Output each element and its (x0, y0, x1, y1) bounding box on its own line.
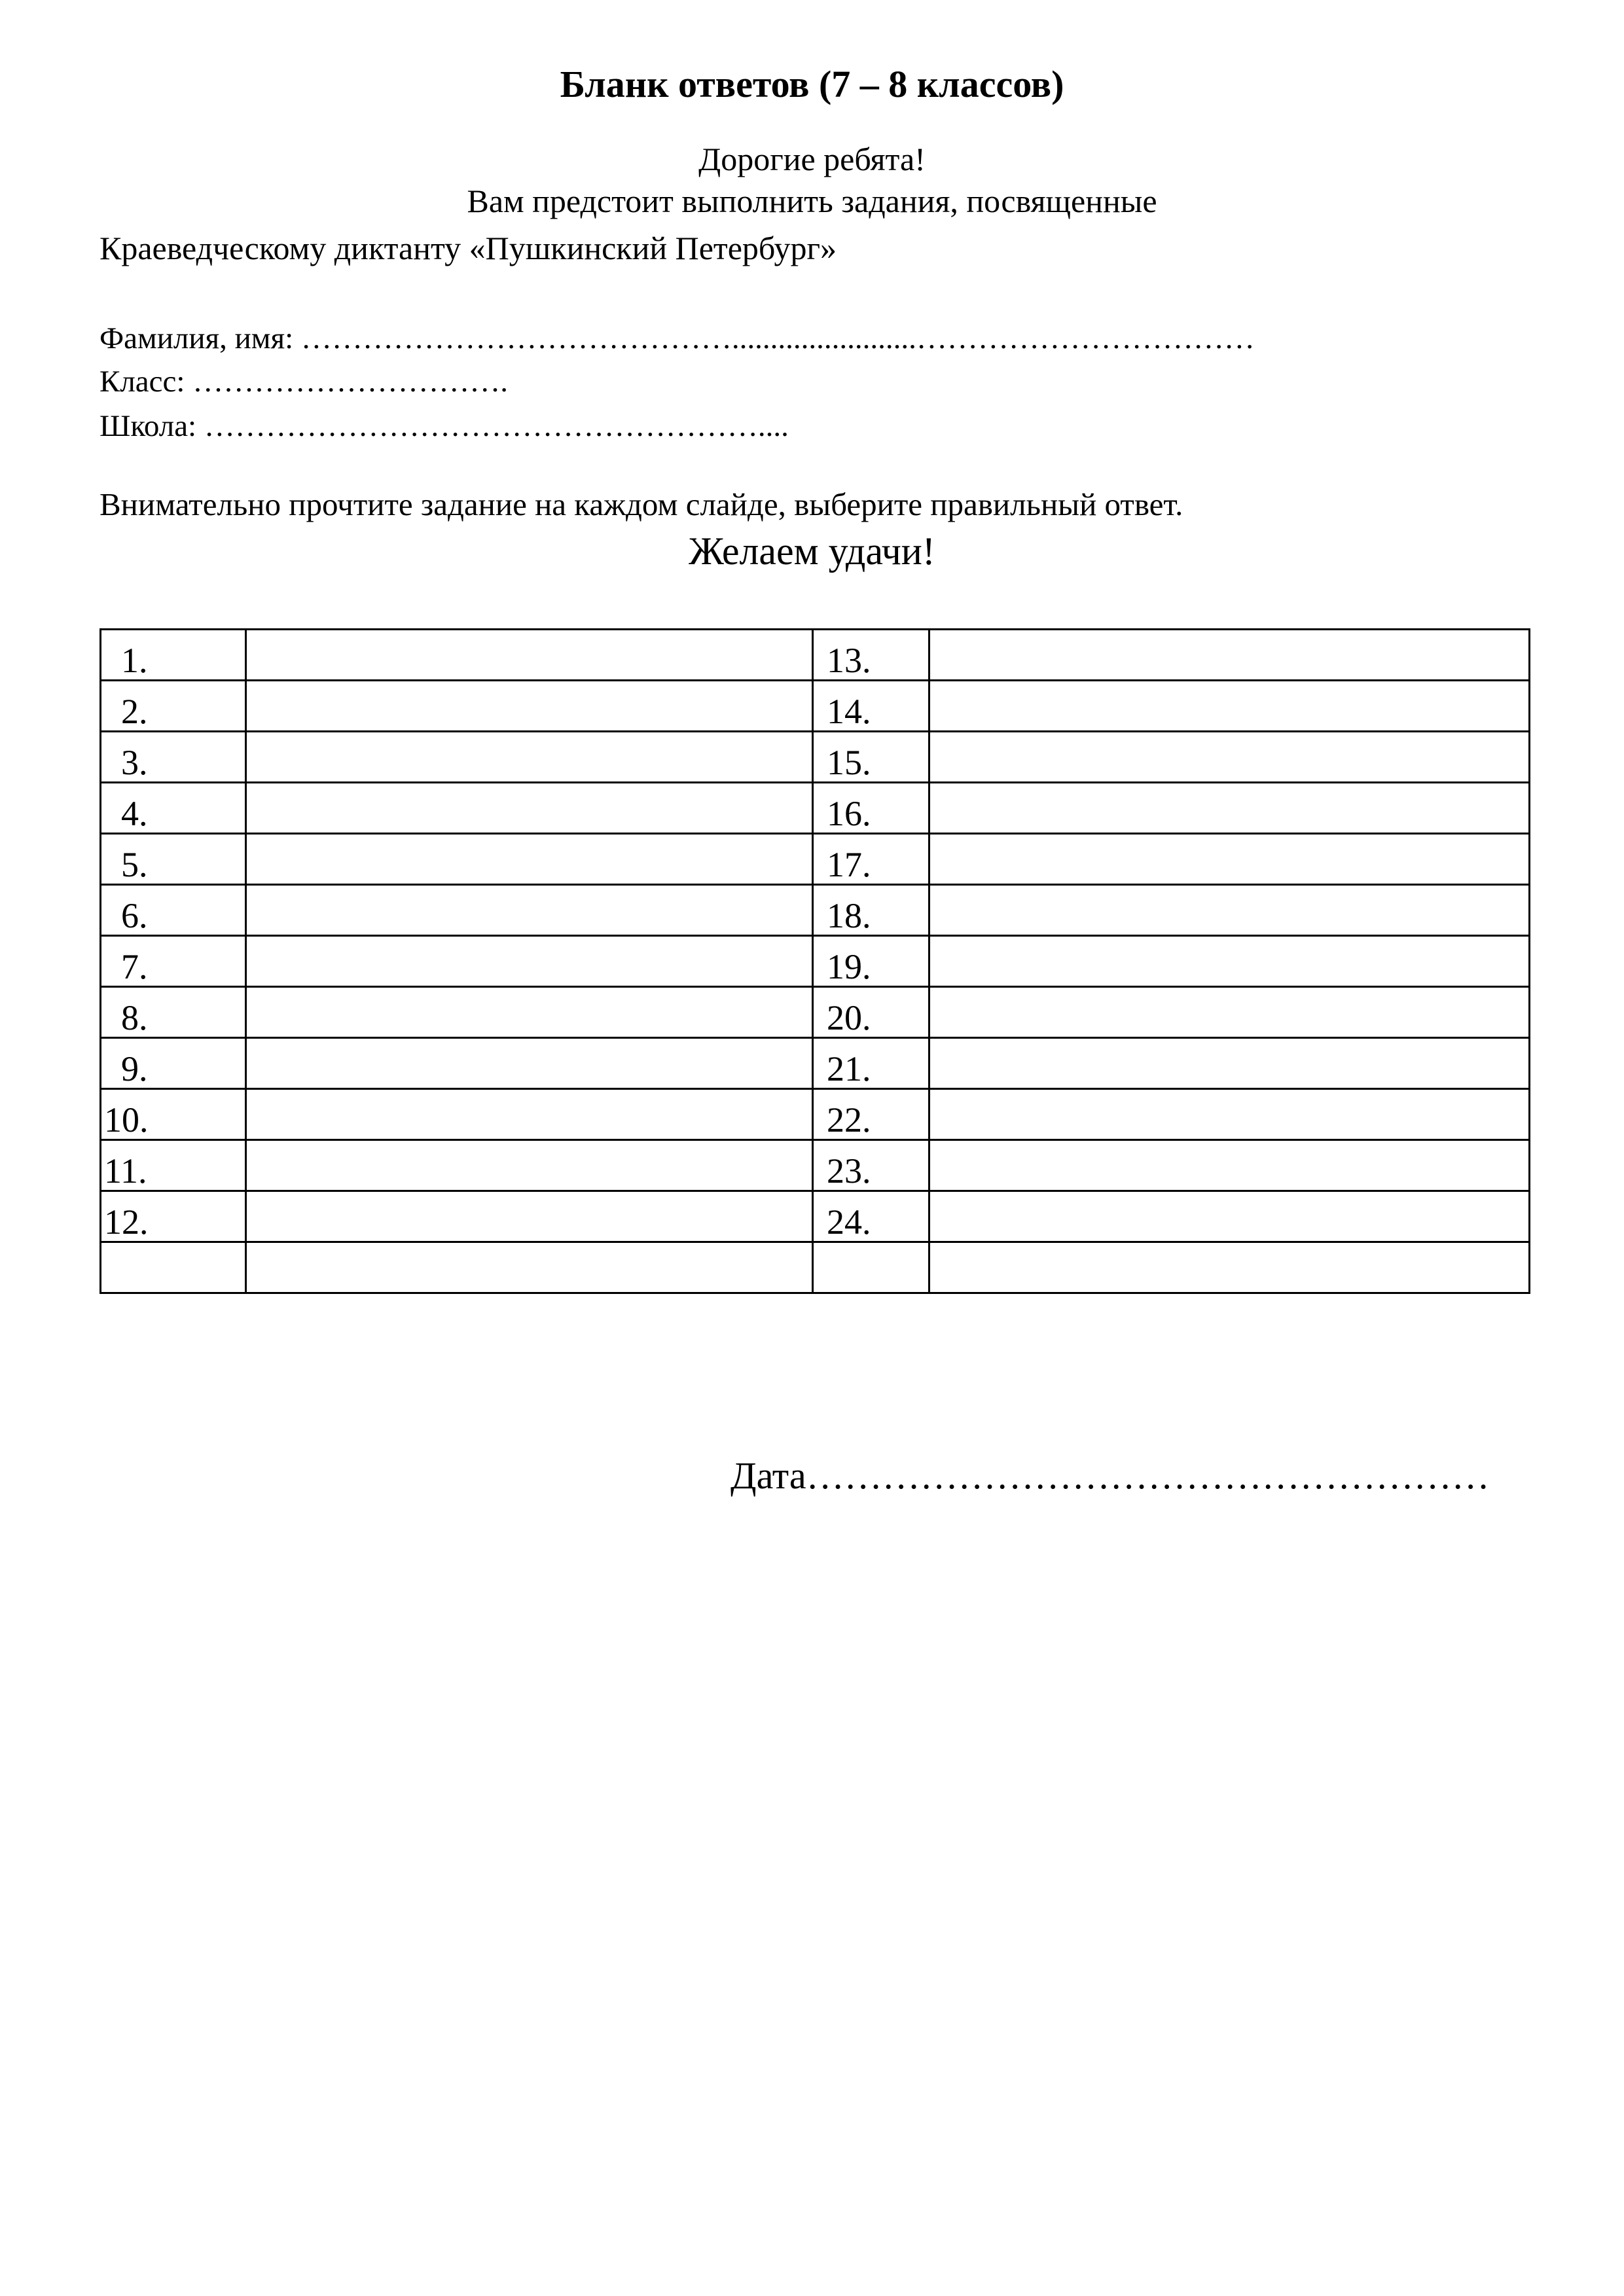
question-number: 17. (813, 834, 929, 885)
answer-cell[interactable] (929, 936, 1530, 987)
answer-cell[interactable] (929, 1140, 1530, 1191)
answer-cell[interactable] (929, 681, 1530, 732)
school-field[interactable]: Школа: ……………………………………………….... (99, 409, 789, 443)
question-number: 14. (813, 681, 929, 732)
greeting: Дорогие ребята! (698, 141, 926, 177)
answer-cell[interactable] (246, 1242, 813, 1293)
question-number: 13. (813, 630, 929, 681)
intro-line-2: Краеведческому диктанту «Пушкинский Петербург» (99, 230, 837, 266)
intro-line-1: Вам предстоит выполнить задания, посвященные (467, 183, 1157, 219)
question-number: 5. (101, 834, 246, 885)
answer-cell[interactable] (929, 630, 1530, 681)
question-number: 1. (101, 630, 246, 681)
answer-cell[interactable] (246, 681, 813, 732)
table-row (101, 681, 1530, 732)
table-row (101, 732, 1530, 783)
question-number: 7. (101, 936, 246, 987)
question-number: 20. (813, 987, 929, 1038)
answer-cell[interactable] (929, 783, 1530, 834)
table-row (101, 1191, 1530, 1242)
date-field[interactable]: Дата……………………………………………… (731, 1454, 1490, 1497)
table-row (101, 783, 1530, 834)
answer-cell[interactable] (246, 783, 813, 834)
question-number: 23. (813, 1140, 929, 1191)
answer-cell[interactable] (929, 1191, 1530, 1242)
table-row (101, 987, 1530, 1038)
question-number (101, 1242, 246, 1293)
table-row (101, 1140, 1530, 1191)
answer-cell[interactable] (246, 1038, 813, 1089)
table-row (101, 885, 1530, 936)
answer-cell[interactable] (246, 987, 813, 1038)
good-luck-text: Желаем удачи! (689, 529, 935, 573)
answer-cell[interactable] (246, 1191, 813, 1242)
answer-cell[interactable] (929, 885, 1530, 936)
question-number: 3. (101, 732, 246, 783)
answer-cell[interactable] (246, 885, 813, 936)
question-number: 8. (101, 987, 246, 1038)
question-number (813, 1242, 929, 1293)
table-row (101, 936, 1530, 987)
table-row (101, 1038, 1530, 1089)
table-row (101, 834, 1530, 885)
table-row (101, 1242, 1530, 1293)
instruction-text: Внимательно прочтите задание на каждом слайде, выберите правильный ответ. (99, 486, 1183, 522)
answer-cell[interactable] (246, 732, 813, 783)
table-row (101, 630, 1530, 681)
answer-cell[interactable] (929, 987, 1530, 1038)
question-number: 16. (813, 783, 929, 834)
form-title: Бланк ответов (7 – 8 классов) (560, 63, 1064, 105)
answer-cell[interactable] (246, 1140, 813, 1191)
class-field[interactable]: Класс: …………………………. (99, 365, 508, 399)
question-number: 24. (813, 1191, 929, 1242)
question-number: 2. (101, 681, 246, 732)
question-number: 12. (101, 1191, 246, 1242)
answer-cell[interactable] (929, 732, 1530, 783)
answer-cell[interactable] (246, 936, 813, 987)
table-row (101, 1089, 1530, 1140)
answer-cell[interactable] (246, 630, 813, 681)
answer-cell[interactable] (929, 1089, 1530, 1140)
question-number: 15. (813, 732, 929, 783)
answer-cell[interactable] (929, 1242, 1530, 1293)
question-number: 9. (101, 1038, 246, 1089)
question-number: 10. (101, 1089, 246, 1140)
question-number: 11. (101, 1140, 246, 1191)
answer-cell[interactable] (929, 834, 1530, 885)
answer-cell[interactable] (929, 1038, 1530, 1089)
answer-table (99, 628, 1530, 1294)
question-number: 18. (813, 885, 929, 936)
answer-cell[interactable] (246, 1089, 813, 1140)
question-number: 19. (813, 936, 929, 987)
name-field[interactable]: Фамилия, имя: ……………………………………........................…………………………… (99, 321, 1255, 355)
question-number: 6. (101, 885, 246, 936)
question-number: 22. (813, 1089, 929, 1140)
question-number: 21. (813, 1038, 929, 1089)
answer-cell[interactable] (246, 834, 813, 885)
question-number: 4. (101, 783, 246, 834)
